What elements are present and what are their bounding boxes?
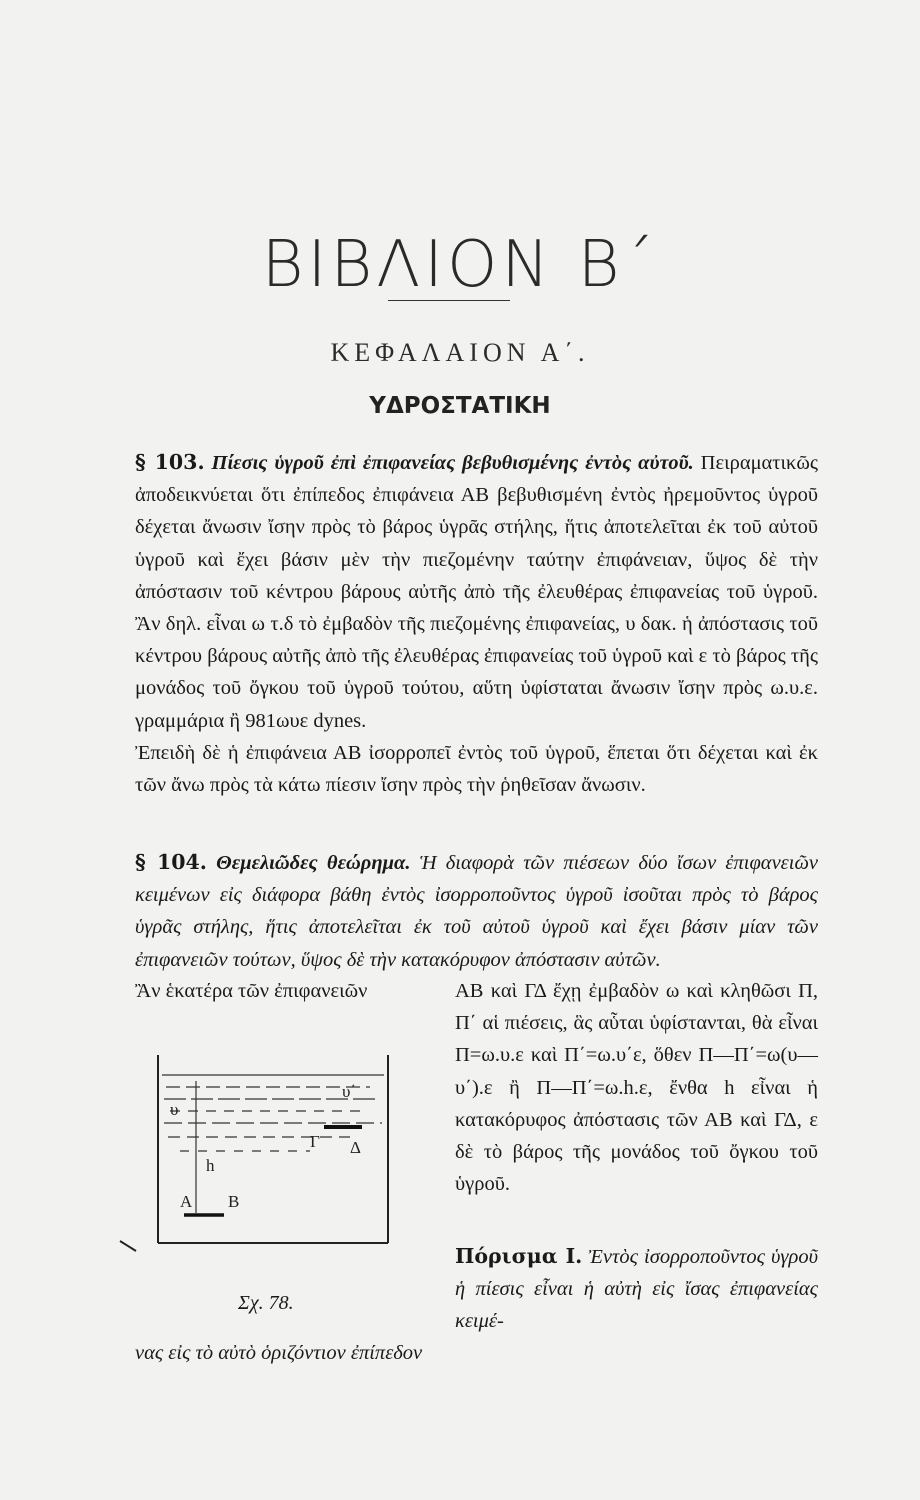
paragraph-number: § 103. bbox=[135, 450, 205, 474]
corollary-continued bbox=[135, 1337, 818, 1369]
chapter-title: ΚΕΦΑΛΑΙΟΝ Α΄. bbox=[330, 338, 590, 367]
label-h: h bbox=[206, 1156, 215, 1175]
label-gamma: Γ bbox=[310, 1132, 320, 1151]
paragraph-body: Πειραματικῶς ἀποδεικνύεται ὅτι ἐπίπεδος ἐπιφάνεια ΑΒ βεβυθισμένη ἐντὸς ἠρεμοῦντος ὑγροῦ δέχεται ἄνωσιν ἴσην πρὸς τὸ βάρος ὑγρᾶς στήλης, ἥτις ἀποτελεῖται ἐκ τοῦ αὐτοῦ ὑγροῦ καὶ ἔχει βάσιν μὲν τὴν πιεζομένην ταύτην ἐπιφάνειαν, ὕψος δὲ τὴν ἀπόστασιν τοῦ κέντρου βάρους αὐτῆς ἀπὸ τῆς ἐλευθέρας ἐπιφανείας τοῦ ὑγροῦ. Ἂν δηλ. εἶναι ω τ.δ τὸ ἐμβαδὸν τῆς πιεζομένης ἐπιφανείας, υ δακ. ἡ ἀπόστασις τοῦ κέντρου βάρους αὐτῆς ἀπὸ τῆς ἐλευθέρας ἐπιφανείας τοῦ ὑγροῦ καὶ ε τὸ βάρος τῆς μονάδος τοῦ ὄγκου τοῦ ὑγροῦ τούτου, αὕτη ὑφίσταται ἄνωσιν ἴσην πρὸς ω.υ.ε. γραμμάρια ἢ 981ωυε dynes. bbox=[135, 452, 818, 732]
proof-text-left: Ἂν ἑκατέρα τῶν ἐπιφανειῶν bbox=[135, 980, 368, 1002]
label-delta: Δ bbox=[350, 1138, 361, 1157]
corollary-1 bbox=[455, 1240, 818, 1338]
paragraph-104 bbox=[135, 846, 818, 976]
paragraph-103 bbox=[135, 446, 818, 801]
corollary-label: Πόρισμα Ι. bbox=[455, 1244, 583, 1268]
book-title: ΒΙΒΛΙΟΝ Β΄ bbox=[261, 228, 659, 302]
label-v-prime: υ΄ bbox=[342, 1082, 357, 1101]
figure-78 bbox=[110, 1035, 430, 1285]
section-heading: ΥΔΡΟΣΤΑΤΙΚΗ bbox=[369, 393, 551, 419]
vessel-mark bbox=[120, 1241, 136, 1251]
figure-caption: Σχ. 78. bbox=[238, 1292, 294, 1314]
paragraph-body-2: Ἐπειδὴ δὲ ἡ ἐπιφάνεια ΑΒ ἰσορροπεῖ ἐντὸς τοῦ ὑγροῦ, ἕπεται ὅτι δέχεται καὶ ἐκ τῶν ἄνω πρὸς τὰ κάτω πίεσιν ἴσην πρὸς τὴν ῥηθεῖσαν ἄνωσιν. bbox=[135, 741, 818, 797]
theorem-statement: Ἡ διαφορὰ τῶν πιέσεων δύο ἴσων ἐπιφανειῶν κειμένων εἰς διάφορα βάθη ἐντὸς ἰσορροποῦντος ὑγροῦ ἰσοῦται πρὸς τὸ βάρος ὑγρᾶς στήλης, ἥτις ἀποτελεῖται ἐκ τοῦ αὐτοῦ ὑγροῦ καὶ ἔχει βάσιν μίαν τῶν ἐπιφανειῶν τούτων, ὕψος δὲ τὴν κατακόρυφον ἀπόστασιν αὐτῶν. bbox=[135, 852, 819, 971]
label-a: Α bbox=[180, 1192, 193, 1211]
label-v: υ bbox=[170, 1100, 179, 1119]
theorem-heading: Θεμελιῶδες θεώρημα. bbox=[216, 852, 411, 874]
corollary-body: Ἐντὸς ἰσορροποῦντος ὑγροῦ ἡ πίεσις εἶναι ἡ αὐτὴ εἰς ἴσας ἐπιφανείας κειμέ- bbox=[455, 1246, 819, 1333]
corollary-body-end: νας εἰς τὸ αὐτὸ ὁριζόντιον ἐπίπεδον bbox=[135, 1342, 423, 1364]
label-b: Β bbox=[228, 1192, 240, 1211]
paragraph-number: § 104. bbox=[135, 850, 207, 874]
title-rule bbox=[388, 300, 510, 301]
paragraph-heading: Πίεσις ὑγροῦ ἐπὶ ἐπιφανείας βεβυθισμένης ἐντὸς αὐτοῦ. bbox=[211, 452, 694, 474]
proof-text-right: ΑΒ καὶ ΓΔ ἔχῃ ἐμβαδὸν ω καὶ κληθῶσι Π, Π΄ αἱ πιέσεις, ἃς αὗται ὑφίστανται, θὰ εἶναι Π=ω.υ.ε καὶ Π΄=ω.υ΄ε, ὅθεν Π—Π΄=ω(υ—υ΄).ε ἢ Π—Π΄=ω.h.ε, ἔνθα h εἶναι ἡ κατακόρυφος ἀπόστασις τῶν ΑΒ καὶ ΓΔ, ε δὲ τὸ βάρος τῆς μονάδος τοῦ ὄγκου τοῦ ὑγροῦ. bbox=[455, 980, 818, 1196]
